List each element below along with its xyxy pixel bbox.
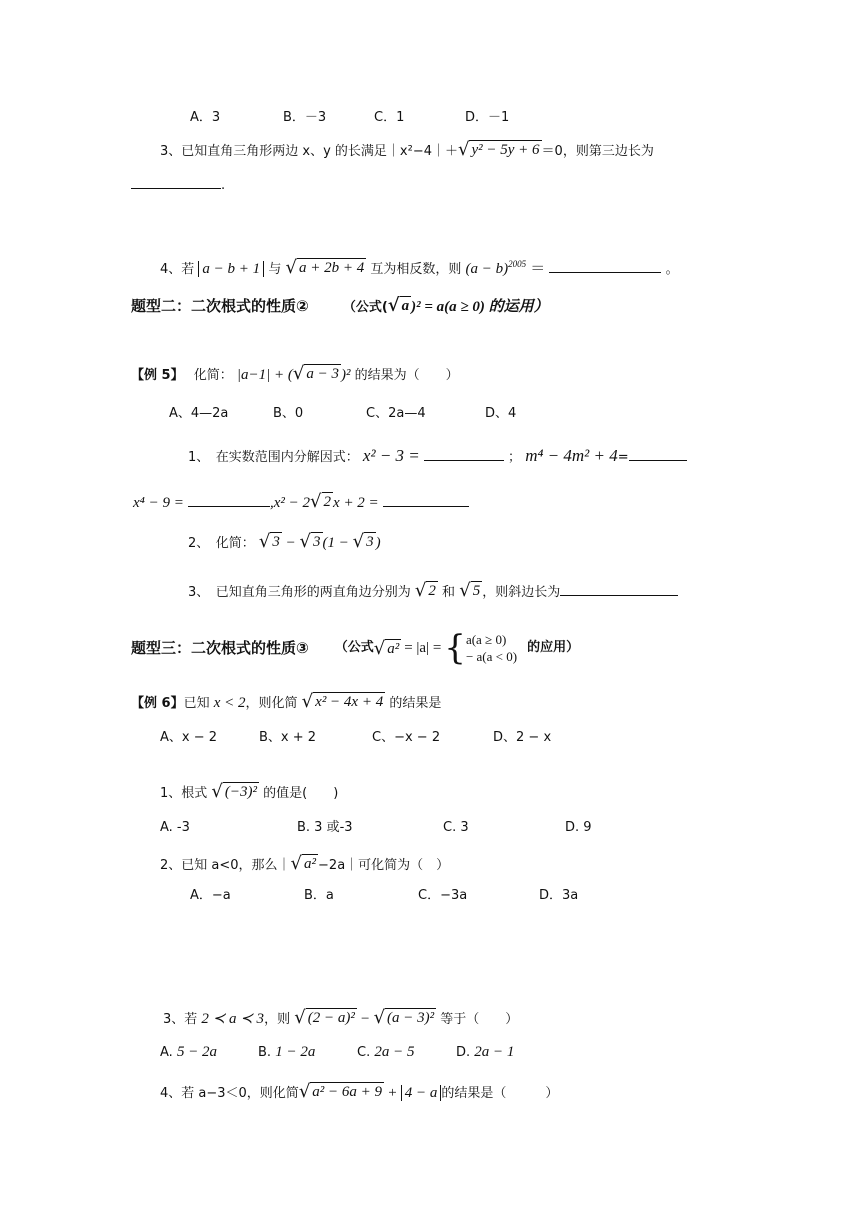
example-tag: 【例 5】: [131, 368, 184, 383]
q4-prefix: 4、若: [160, 262, 195, 277]
sqrt-expression: √ (−3)²: [211, 781, 258, 802]
q3-prefix: 3、已知直角三角形两边 x、y 的长满足｜x²−4｜＋: [160, 144, 458, 159]
question-4: [160, 254, 679, 280]
option-a: A、4—2a: [169, 406, 229, 421]
example-text: 已知: [183, 696, 210, 711]
question-label: 2、已知 a<0，那么｜: [160, 858, 291, 873]
question-label: 2、 化简：: [188, 536, 255, 551]
expression-3: x⁴ − 9 =: [133, 495, 184, 511]
type2-question-1-line2: [133, 492, 469, 514]
example-tag: 【例 6】: [131, 696, 184, 711]
section-title: 题型二：二次根式的性质②: [131, 297, 309, 315]
type3-question-3: [163, 1008, 518, 1030]
q3-answer-line: [131, 174, 225, 196]
example-5: [131, 364, 459, 386]
separator: ；: [508, 450, 522, 465]
option-c: C．1: [374, 110, 405, 125]
answer-blank[interactable]: [383, 492, 469, 507]
option-b: B、x + 2: [259, 730, 317, 745]
expression-1: x² − 3 =: [362, 446, 420, 465]
option-b: B、0: [273, 406, 304, 421]
option-d: D. 2a − 1: [456, 1044, 515, 1060]
option-a: A．−a: [190, 888, 231, 903]
and-text: 和: [442, 585, 456, 600]
question-label: 3、若: [163, 1012, 198, 1027]
answer-blank[interactable]: [560, 581, 678, 596]
equals-sign: =: [617, 450, 629, 465]
expression: |a−1| + ( √ a − 3 )²: [236, 363, 351, 384]
answer-blank[interactable]: [424, 446, 504, 461]
sqrt-expression: √ x² − 4x + 4: [301, 691, 384, 712]
plus-sign: +: [388, 1085, 397, 1101]
section-heading-type2: [131, 296, 549, 318]
option-c: C. 2a − 5: [357, 1044, 415, 1060]
sqrt-2: √ 2: [414, 580, 436, 601]
type2-question-1: [188, 446, 687, 468]
question-suffix: 的结果是（ ）: [441, 1086, 559, 1101]
option-b: B．a: [304, 888, 334, 903]
section-title: 题型三：二次根式的性质③: [131, 639, 309, 657]
sqrt-expression: √ y² − 5y + 6: [458, 139, 540, 160]
formula-note: （公式 √ a² = |a| = { a(a ≥ 0) − a(a < 0) 的应用）: [334, 628, 580, 668]
q4-mid: 与: [268, 262, 282, 277]
type3-question-4: [160, 1082, 558, 1104]
sqrt-expression-2: √ (a − 3)²: [373, 1007, 435, 1028]
option-d: D、4: [485, 406, 517, 421]
option-c: C. 3: [443, 820, 469, 835]
sqrt-5: √ 5: [459, 580, 481, 601]
sqrt-expression: √ a²: [290, 853, 317, 874]
option-b: B. 1 − 2a: [258, 1044, 316, 1060]
condition: 2 ≺ a ≺ 3: [201, 1011, 265, 1027]
question-label: 1、 在实数范围内分解因式：: [188, 450, 359, 465]
q3-suffix: ＝0，则第三边长为: [541, 144, 654, 159]
example-6: [131, 692, 441, 714]
question-3: [160, 140, 654, 162]
option-b: B. 3 或-3: [297, 820, 353, 835]
example-suffix: 的结果是: [389, 696, 442, 711]
section-heading-type3: [131, 628, 579, 668]
example-text-2: ，则化简: [245, 696, 298, 711]
type3-question-2: [160, 854, 449, 876]
cases-brace: { a(a ≥ 0) − a(a < 0): [444, 628, 518, 668]
option-c: C．−3a: [418, 888, 468, 903]
formula-note: （公式( √ a )² = a(a ≥ 0) 的运用）: [342, 295, 549, 316]
q3-end: .: [221, 178, 226, 193]
minus-sign: −: [360, 1011, 370, 1027]
q4-suffix: 互为相反数，则: [370, 262, 462, 277]
sqrt-expression: √ a² − 6a + 9: [298, 1081, 383, 1102]
option-a: A．3: [190, 110, 221, 125]
option-a: A. -3: [160, 820, 190, 835]
type2-question-3: [188, 581, 678, 603]
option-d: D、2 − x: [493, 730, 552, 745]
answer-blank[interactable]: [188, 492, 270, 507]
abs-expression: 4 − a: [401, 1085, 442, 1101]
question-suffix: −2a｜可化简为（ ）: [318, 858, 450, 873]
sqrt-expression-1: √ (2 − a)²: [294, 1007, 355, 1028]
example-suffix: 的结果为（ ）: [354, 368, 459, 383]
answer-blank[interactable]: [131, 174, 221, 189]
option-a: A. 5 − 2a: [160, 1044, 218, 1060]
type3-question-1: [160, 782, 338, 804]
option-c: C、2a—4: [366, 406, 426, 421]
question-label: 1、根式: [160, 786, 208, 801]
question-suffix: 等于（ ）: [440, 1012, 519, 1027]
question-label: 3、 已知直角三角形的两直角边分别为: [188, 585, 411, 600]
option-a: A、x − 2: [160, 730, 218, 745]
option-b: B．－3: [283, 110, 327, 125]
q4-end: 。: [665, 262, 679, 277]
option-d: D．3a: [539, 888, 579, 903]
expression-2: m⁴ − 4m² + 4: [525, 446, 618, 465]
power-expression: $(a - b)^{2005}$: [465, 259, 527, 277]
example-text: 化简：: [193, 368, 233, 383]
question-suffix: 的值是( ): [263, 786, 339, 801]
expression-4: x² − 2 √ 2 x + 2 =: [273, 491, 379, 512]
option-d: D．－1: [465, 110, 510, 125]
sqrt-expression: √ a + 2b + 4: [285, 257, 365, 278]
question-text: ，则: [264, 1012, 291, 1027]
equals-sign: ＝: [530, 261, 546, 277]
comma: ,: [270, 495, 274, 511]
option-d: D. 9: [565, 820, 592, 835]
option-c: C、−x − 2: [372, 730, 441, 745]
question-suffix: ，则斜边长为: [482, 585, 561, 600]
answer-blank[interactable]: [629, 446, 687, 461]
question-label: 4、若 a−3＜0，则化简: [160, 1086, 299, 1101]
type2-question-2: [188, 532, 381, 554]
answer-blank[interactable]: [549, 258, 661, 273]
condition: x < 2: [213, 695, 246, 711]
abs-expression: a − b + 1: [198, 261, 264, 277]
expression: √ 3 − √ 3 (1 − √ 3 ): [258, 531, 381, 552]
